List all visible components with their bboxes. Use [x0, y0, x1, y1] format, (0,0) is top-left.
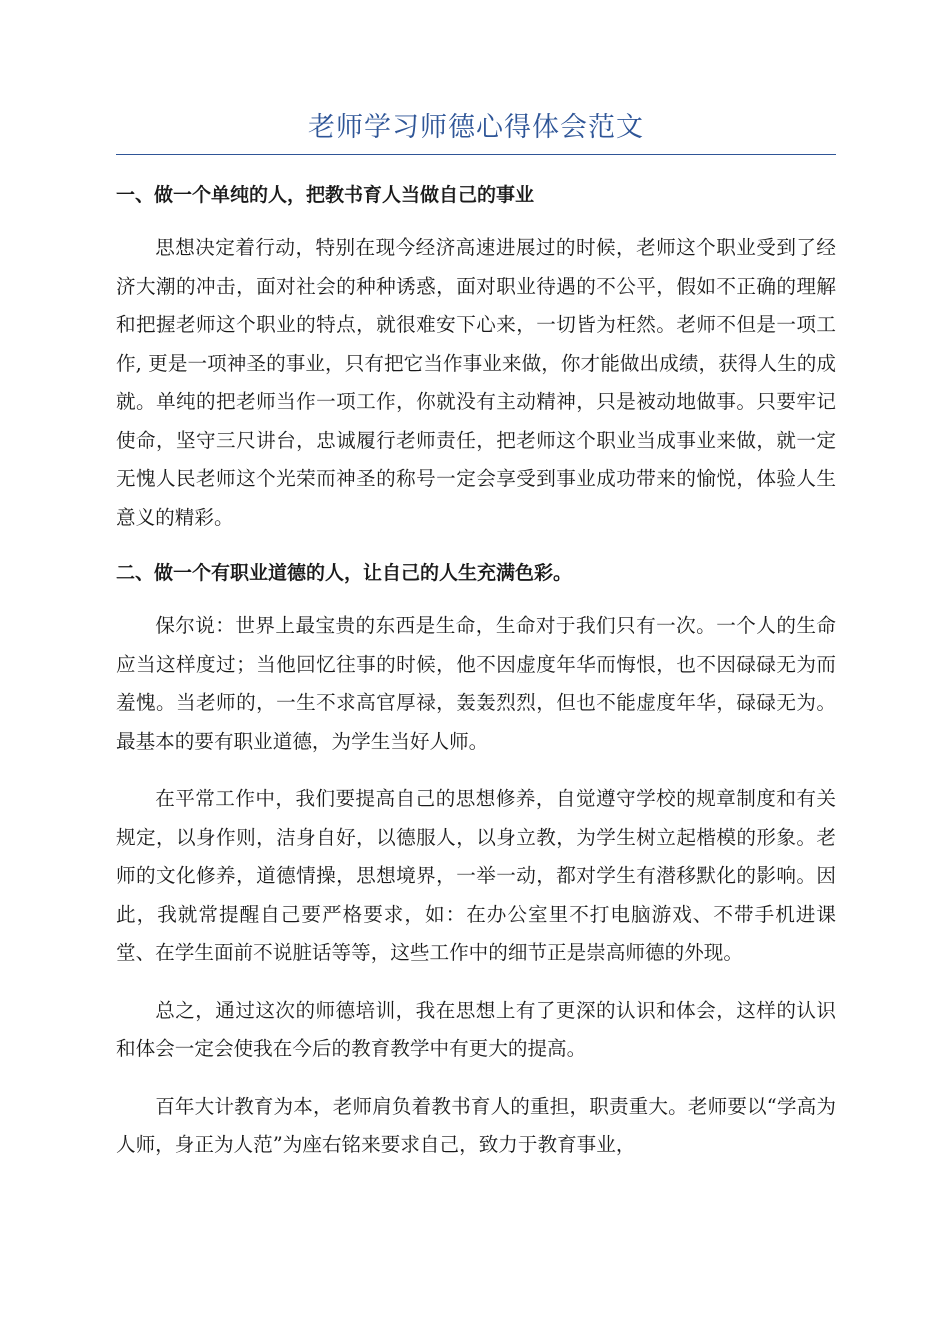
document-page: [116, 108, 836, 1184]
paragraph: 在平常工作中，我们要提高自己的思想修养，自觉遵守学校的规章制度和有关规定，以身作则，洁身自好，以德服人，以身立教，为学生树立起楷模的形象。老师的文化修养，道德情操，思想境界，一举一动，都对学生有潜移默化的影响。因此，我就常提醒自己要严格要求，如：在办公室里不打电脑游戏、不带手机进课堂、在学生面前不说脏话等等，这些工作中的细节正是崇高师德的外现。: [116, 787, 836, 964]
title-block: [116, 108, 836, 155]
section-heading-1: 一、做一个单纯的人，把教书育人当做自己的事业: [116, 184, 535, 206]
paragraph: 总之，通过这次的师德培训，我在思想上有了更深的认识和体会，这样的认识和体会一定会使我在今后的教育教学中有更大的提高。: [116, 998, 836, 1060]
paragraph: 百年大计教育为本，老师肩负着教书育人的重担，职责重大。老师要以“学高为人师，身正为人范”为座右铭来要求自己，致力于教育事业，: [116, 1094, 836, 1156]
paragraph: 保尔说：世界上最宝贵的东西是生命，生命对于我们只有一次。一个人的生命应当这样度过；当他回忆往事的时候，他不因虚度年华而悔恨，也不因碌碌无为而羞愧。当老师的，一生不求高官厚禄，轰轰烈烈，但也不能虚度年华，碌碌无为。最基本的要有职业道德，为学生当好人师。: [116, 614, 836, 753]
section-heading-2: 二、做一个有职业道德的人，让自己的人生充满色彩。: [116, 562, 573, 584]
document-title: 老师学习师德心得体会范文: [308, 112, 644, 143]
paragraph: 思想决定着行动，特别在现今经济高速进展过的时候，老师这个职业受到了经济大潮的冲击，面对社会的种种诱惑，面对职业待遇的不公平，假如不正确的理解和把握老师这个职业的特点，就很难安下心来，一切皆为枉然。老师不但是一项工作, 更是一项神圣的事业，只有把它当作事业来做，你才能做出成绩，获得人生的成就。单纯的把老师当作一项工作，你就没有主动精神，只是被动地做事。只要牢记使命，坚守三尺讲台，忠诚履行老师责任，把老师这个职业当成事业来做，就一定无愧人民老师这个光荣而神圣的称号一定会享受到事业成功带来的愉悦，体验人生意义的精彩。: [116, 236, 836, 529]
